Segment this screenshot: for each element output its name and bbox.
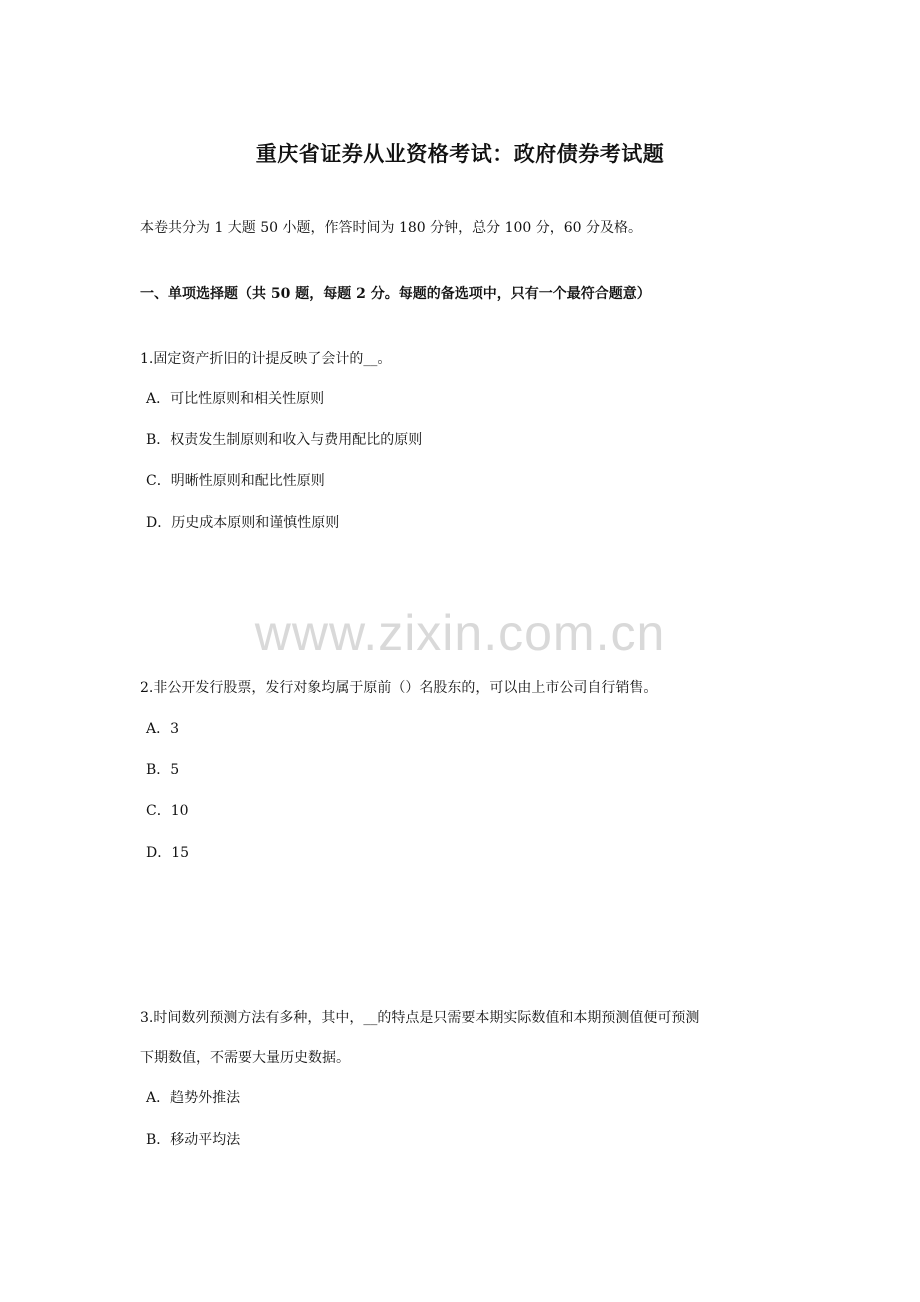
section-heading: 一、单项选择题（共 50 题，每题 2 分。每题的备选项中，只有一个最符合题意） (140, 286, 651, 302)
question-3-option-a: A．趋势外推法 (146, 1090, 241, 1106)
document-title: 重庆省证券从业资格考试：政府债券考试题 (255, 141, 665, 166)
question-3-option-b: B．移动平均法 (146, 1132, 241, 1148)
question-3-stem-line-2: 下期数值，不需要大量历史数据。 (140, 1050, 350, 1066)
exam-intro: 本卷共分为 1 大题 50 小题，作答时间为 180 分钟，总分 100 分，60 分及格。 (140, 220, 643, 236)
question-1-option-d: D．历史成本原则和谨慎性原则 (146, 515, 340, 531)
question-1-option-b: B．权责发生制原则和收入与费用配比的原则 (146, 432, 423, 448)
question-2-option-c: C．10 (146, 803, 189, 819)
question-2-option-a: A．3 (146, 721, 180, 737)
question-1-option-a: A．可比性原则和相关性原则 (146, 391, 325, 407)
question-2-stem: 2.非公开发行股票，发行对象均属于原前（）名股东的，可以由上市公司自行销售。 (140, 680, 658, 696)
question-1-option-c: C．明晰性原则和配比性原则 (146, 473, 325, 489)
question-3-stem-line-1: 3.时间数列预测方法有多种，其中，__的特点是只需要本期实际数值和本期预测值便可预测 (140, 1010, 700, 1026)
question-2-option-d: D．15 (146, 845, 190, 861)
question-1-stem: 1.固定资产折旧的计提反映了会计的__。 (140, 351, 392, 367)
watermark: www.zixin.com.cn (254, 605, 666, 661)
question-2-option-b: B．5 (146, 762, 180, 778)
